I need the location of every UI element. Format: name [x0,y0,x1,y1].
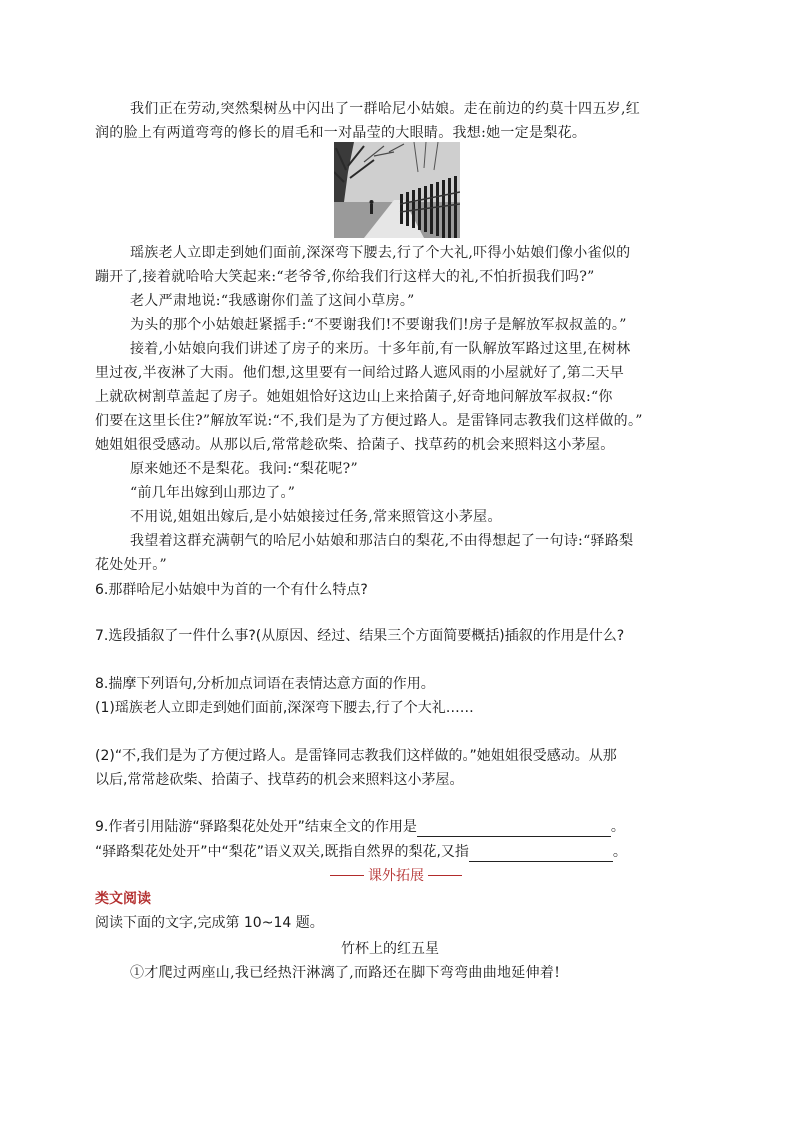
passage-line: 上就砍树割草盖起了房子。她姐姐恰好这边山上来拾菌子,好奇地问解放军叔叔:“你 [95,389,613,405]
question-9-text: 。 [612,844,627,860]
answer-blank[interactable] [469,845,613,862]
question-8-item-2: 以后,常常趁砍柴、拾菌子、找草药的机会来照料这小茅屋。 [95,772,464,788]
article-title: 竹杯上的红五星 [341,941,439,957]
section-divider [328,866,464,884]
divider-rule [330,875,364,876]
question-9-text: 9.作者引用陆游“驿路梨花处处开”结束全文的作用是 [95,819,417,835]
passage-line: 老人严肃地说:“我感谢你们盖了这间小草房。” [130,293,415,309]
divider-rule [428,875,462,876]
passage-line: 她姐姐很受感动。从那以后,常常趁砍柴、拾菌子、找草药的机会来照料这小茅屋。 [95,437,615,453]
question-7: 7.选段插叙了一件什么事?(从原因、经过、结果三个方面简要概括)插叙的作用是什么? [95,628,625,644]
reading-instruction: 阅读下面的文字,完成第 10~14 题。 [95,915,324,931]
section-heading: 类文阅读 [95,891,151,907]
question-6: 6.那群哈尼小姑娘中为首的一个有什么特点? [95,582,368,598]
passage-line: 原来她还不是梨花。我问:“梨花呢?” [130,461,358,477]
passage-line: “前几年出嫁到山那边了。” [130,485,296,501]
article-paragraph: ①才爬过两座山,我已经热汗淋漓了,而路还在脚下弯弯曲曲地延伸着! [130,965,561,981]
question-9-text: 。 [610,819,625,835]
passage-line: 们要在这里长住?”解放军说:“不,我们是为了方便过路人。是雷锋同志教我们这样做的。” [95,413,643,429]
passage-line: 里过夜,半夜淋了大雨。他们想,这里要有一间给过路人遮风雨的小屋就好了,第二天早 [95,365,625,381]
passage-line: 我望着这群充满朝气的哈尼小姑娘和那洁白的梨花,不由得想起了一句诗:“驿路梨 [130,533,634,549]
passage-line: 蹦开了,接着就哈哈大笑起来:“老爷爷,你给我们行这样大的礼,不怕折损我们吗?” [95,269,595,285]
question-8-stem: 8.揣摩下列语句,分析加点词语在表情达意方面的作用。 [95,676,435,692]
passage-line: 我们正在劳动,突然梨树丛中闪出了一群哈尼小姑娘。走在前边的约莫十四五岁,红 [130,101,640,117]
passage-line: 为头的那个小姑娘赶紧摇手:“不要谢我们!不要谢我们!房子是解放军叔叔盖的。” [130,317,627,333]
passage-line: 花处处开。” [95,557,167,573]
passage-line: 接着,小姑娘向我们讲述了房子的来历。十多年前,有一队解放军路过这里,在树林 [130,341,631,357]
passage-line: 瑶族老人立即走到她们面前,深深弯下腰去,行了个大礼,吓得小姑娘们像小雀似的 [130,245,631,261]
passage-line: 润的脸上有两道弯弯的修长的眉毛和一对晶莹的大眼睛。我想:她一定是梨花。 [95,125,587,141]
section-label: 课外拓展 [368,868,424,884]
question-8-item-2: (2)“不,我们是为了方便过路人。是雷锋同志教我们这样做的。”她姐姐很受感动。从那 [95,748,617,764]
question-9-text: “驿路梨花处处开”中“梨花”语义双关,既指自然界的梨花,又指 [95,844,469,860]
question-8-item-1: (1)瑶族老人立即走到她们面前,深深弯下腰去,行了个大礼…… [95,700,474,716]
pear-trail-photo [334,142,460,238]
question-9-line-1 [95,817,625,837]
answer-blank[interactable] [417,820,611,837]
question-9-line-2 [95,842,627,862]
passage-line: 不用说,姐姐出嫁后,是小姑娘接过任务,常来照管这小茅屋。 [130,509,502,525]
